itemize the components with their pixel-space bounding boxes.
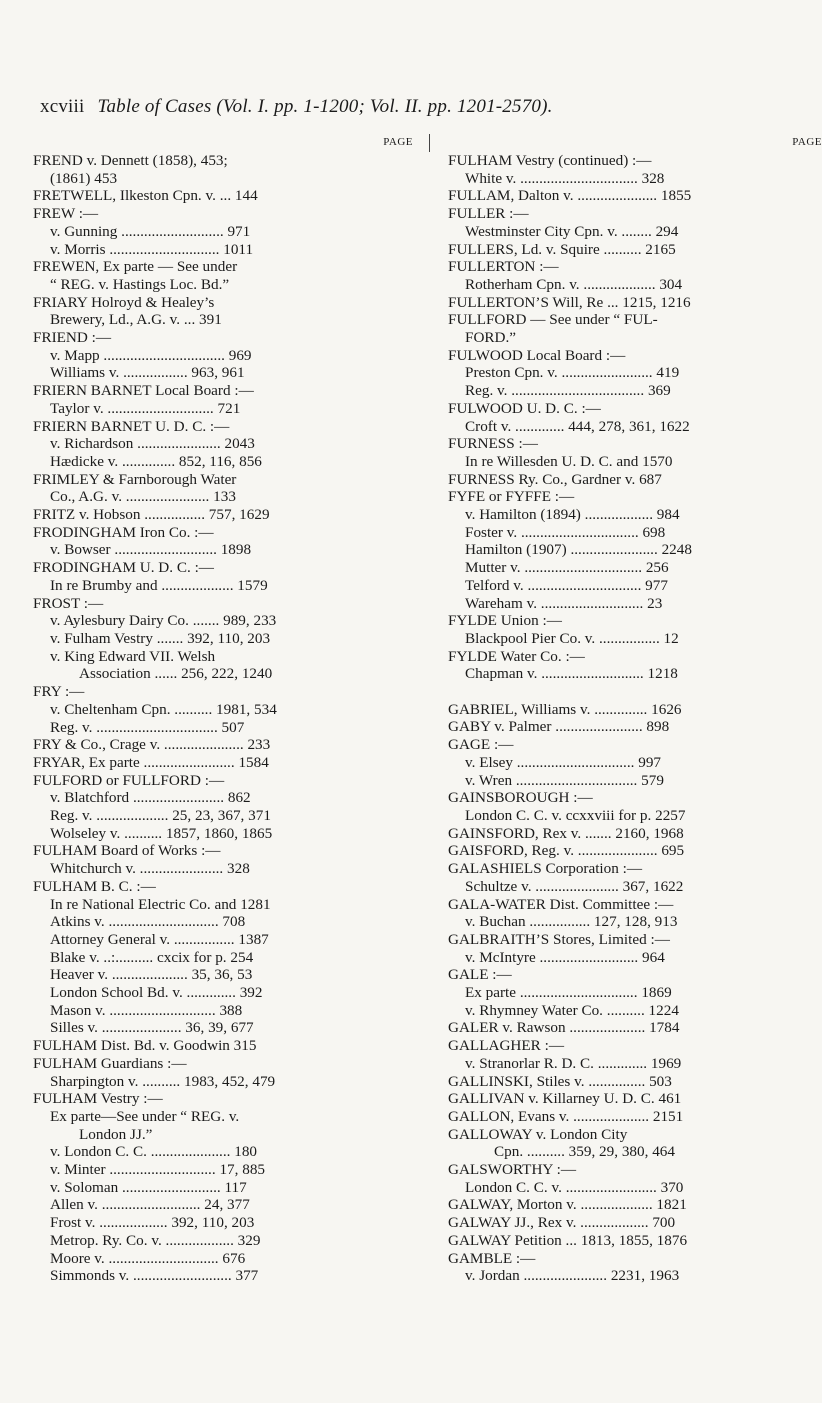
- case-entry: FURNESS Ry. Co., Gardner v. 687: [448, 470, 662, 488]
- section-gap: [448, 683, 822, 701]
- case-subentry: Reg. v. ................................... 369: [465, 382, 671, 400]
- case-entry: FULLER :—: [448, 205, 529, 223]
- case-entry: FULLERTON’S Will, Re ... 1215, 1216: [448, 293, 691, 311]
- case-entry: FREWEN, Ex parte — See under: [33, 258, 238, 276]
- case-entry: FULWOOD U. D. C. :—: [448, 399, 601, 417]
- case-entry: FRYAR, Ex parte ........................ 1584: [33, 753, 269, 771]
- case-subentry: Mutter v. ............................... 256: [465, 559, 669, 577]
- case-entry: GAGE :—: [448, 736, 514, 754]
- case-subentry: Co., A.G. v. ...................... 133: [50, 488, 236, 506]
- case-entry: GAINSBOROUGH :—: [448, 789, 593, 807]
- case-subentry: v. Cheltenham Cpn. .......... 1981, 534: [50, 700, 277, 718]
- case-subentry: v. Jordan ...................... 2231, 1963: [465, 1267, 680, 1285]
- case-subentry: FORD.”: [465, 329, 517, 347]
- case-entry: GAINSFORD, Rex v. ....... 2160, 1968: [448, 824, 684, 842]
- case-entry: GABRIEL, Williams v. .............. 1626: [448, 700, 682, 718]
- case-entry: FROST :—: [33, 594, 104, 612]
- case-entry: FRIERN BARNET Local Board :—: [33, 382, 254, 400]
- case-subentry: Attorney General v. ................ 1387: [50, 930, 269, 948]
- case-subentry: v. Buchan ................ 127, 128, 913: [465, 913, 678, 931]
- page-column-label: PAGE: [792, 136, 822, 148]
- case-subentry: v. Morris ............................. 1011: [50, 240, 254, 258]
- case-entry: GALWAY Petition ... 1813, 1855, 1876: [448, 1231, 688, 1249]
- case-entry: FULHAM Dist. Bd. v. Goodwin 315: [33, 1037, 257, 1055]
- case-list: [448, 152, 822, 1285]
- page-column-label: PAGE: [383, 136, 413, 148]
- case-entry: FULLERS, Ld. v. Squire .......... 2165: [448, 240, 676, 258]
- case-entry: FULHAM Vestry :—: [33, 1090, 163, 1108]
- case-entry: GALBRAITH’S Stores, Limited :—: [448, 930, 670, 948]
- case-subentry: “ REG. v. Hastings Loc. Bd.”: [50, 275, 230, 293]
- case-subentry: London JJ.”: [79, 1125, 153, 1143]
- column-divider: [429, 134, 430, 152]
- case-subentry: v. Hamilton (1894) .................. 984: [465, 506, 680, 524]
- case-subentry: v. Richardson ...................... 2043: [50, 435, 255, 453]
- case-entry: FRODINGHAM Iron Co. :—: [33, 523, 214, 541]
- right-column: [448, 136, 822, 1285]
- case-entry: FULLFORD — See under “ FUL-: [448, 311, 658, 329]
- case-subentry: Frost v. .................. 392, 110, 203: [50, 1214, 255, 1232]
- case-subentry: v. Minter ............................ 17, 885: [50, 1161, 266, 1179]
- case-entry: FRIEND :—: [33, 329, 112, 347]
- case-subentry: Hædicke v. .............. 852, 116, 856: [50, 452, 262, 470]
- case-subentry: Mason v. ............................ 388: [50, 1001, 243, 1019]
- case-subentry: Cpn. .......... 359, 29, 380, 464: [494, 1143, 675, 1161]
- case-subentry: Ex parte ............................... 1869: [465, 984, 672, 1002]
- case-entry: GALWAY JJ., Rex v. .................. 700: [448, 1214, 676, 1232]
- case-subentry: Reg. v. ................... 25, 23, 367, 371: [50, 807, 271, 825]
- case-subentry: Hamilton (1907) ....................... 2248: [465, 541, 692, 559]
- left-column: [33, 136, 413, 1285]
- case-subentry: v. London C. C. ..................... 180: [50, 1143, 258, 1161]
- case-entry: FULHAM Vestry (continued) :—: [448, 152, 652, 169]
- case-entry: GALLON, Evans v. .................... 2151: [448, 1107, 684, 1125]
- case-subentry: Blake v. ..:.......... cxcix for p. 254: [50, 948, 254, 966]
- case-subentry: Preston Cpn. v. ........................ 419: [465, 364, 680, 382]
- case-entry: GALSWORTHY :—: [448, 1161, 577, 1179]
- case-list: [33, 152, 413, 1285]
- case-entry: FRY :—: [33, 683, 85, 701]
- case-entry: GALLIVAN v. Killarney U. D. C. 461: [448, 1090, 682, 1108]
- case-subentry: In re Brumby and ................... 1579: [50, 576, 268, 594]
- case-subentry: v. Blatchford ........................ 862: [50, 789, 251, 807]
- case-subentry: Telford v. .............................. 977: [465, 576, 668, 594]
- case-entry: GAISFORD, Reg. v. ..................... 695: [448, 842, 685, 860]
- case-subentry: v. Elsey ............................... 997: [465, 753, 662, 771]
- case-subentry: Simmonds v. .......................... 377: [50, 1267, 259, 1285]
- case-subentry: v. Stranorlar R. D. C. ............. 1969: [465, 1054, 682, 1072]
- case-subentry: Foster v. ............................... 698: [465, 523, 666, 541]
- case-subentry: In re National Electric Co. and 1281: [50, 895, 271, 913]
- case-entry: GAMBLE :—: [448, 1249, 536, 1267]
- case-subentry: v. Bowser ........................... 1898: [50, 541, 252, 559]
- case-subentry: In re Willesden U. D. C. and 1570: [465, 452, 673, 470]
- case-subentry: Allen v. .......................... 24, 377: [50, 1196, 250, 1214]
- case-entry: FRIMLEY & Farnborough Water: [33, 470, 237, 488]
- case-entry: GALE :—: [448, 966, 512, 984]
- case-entry: GALLINSKI, Stiles v. ............... 503: [448, 1072, 672, 1090]
- case-entry: GALA-WATER Dist. Committee :—: [448, 895, 674, 913]
- case-entry: FULHAM Board of Works :—: [33, 842, 221, 860]
- case-subentry: v. King Edward VII. Welsh: [50, 647, 216, 665]
- case-entry: FRY & Co., Crage v. ..................... 233: [33, 736, 271, 754]
- case-subentry: Reg. v. ................................ 507: [50, 718, 245, 736]
- case-entry: FYLDE Water Co. :—: [448, 647, 585, 665]
- case-entry: FULFORD or FULLFORD :—: [33, 771, 225, 789]
- case-subentry: v. Soloman .......................... 117: [50, 1178, 247, 1196]
- case-subentry: v. Rhymney Water Co. .......... 1224: [465, 1001, 679, 1019]
- case-entry: GALASHIELS Corporation :—: [448, 860, 643, 878]
- case-entry: FULLERTON :—: [448, 258, 559, 276]
- case-entry: GALLAGHER :—: [448, 1037, 565, 1055]
- case-entry: FURNESS :—: [448, 435, 538, 453]
- case-subentry: v. McIntyre .......................... 964: [465, 948, 665, 966]
- case-entry: FULWOOD Local Board :—: [448, 346, 626, 364]
- case-subentry: London C. C. v. ........................ 370: [465, 1178, 684, 1196]
- case-entry: FREND v. Dennett (1858), 453;: [33, 152, 228, 169]
- case-subentry: (1861) 453: [50, 169, 118, 187]
- case-subentry: Williams v. ................. 963, 961: [50, 364, 245, 382]
- case-entry: FRETWELL, Ilkeston Cpn. v. ... 144: [33, 187, 258, 205]
- case-entry: FRIARY Holroyd & Healey’s: [33, 293, 215, 311]
- case-entry: FRIERN BARNET U. D. C. :—: [33, 417, 230, 435]
- case-entry: FREW :—: [33, 205, 99, 223]
- case-subentry: Silles v. ..................... 36, 39, 677: [50, 1019, 254, 1037]
- case-subentry: Association ...... 256, 222, 1240: [79, 665, 273, 683]
- case-entry: GALWAY, Morton v. ................... 1821: [448, 1196, 687, 1214]
- case-subentry: Schultze v. ...................... 367, 1622: [465, 877, 684, 895]
- case-subentry: v. Fulham Vestry ....... 392, 110, 203: [50, 629, 271, 647]
- case-subentry: Ex parte—See under “ REG. v.: [50, 1107, 240, 1125]
- case-subentry: Brewery, Ld., A.G. v. ... 391: [50, 311, 222, 329]
- case-subentry: Rotherham Cpn. v. ................... 304: [465, 275, 683, 293]
- case-subentry: Metrop. Ry. Co. v. .................. 329: [50, 1231, 261, 1249]
- case-entry: FRITZ v. Hobson ................ 757, 1629: [33, 506, 270, 524]
- case-subentry: v. Aylesbury Dairy Co. ....... 989, 233: [50, 612, 277, 630]
- case-subentry: Westminster City Cpn. v. ........ 294: [465, 222, 679, 240]
- case-subentry: Taylor v. ............................ 721: [50, 399, 241, 417]
- case-entry: FYFE or FYFFE :—: [448, 488, 575, 506]
- case-subentry: London C. C. v. ccxxviii for p. 2257: [465, 807, 686, 824]
- case-subentry: v. Wren ................................ 579: [465, 771, 664, 789]
- page-number: xcviii: [40, 96, 85, 117]
- case-entry: FYLDE Union :—: [448, 612, 562, 630]
- case-subentry: White v. ............................... 328: [465, 169, 665, 187]
- case-subentry: v. Mapp ................................ 969: [50, 346, 252, 364]
- case-subentry: Heaver v. .................... 35, 36, 53: [50, 966, 253, 984]
- case-subentry: Whitchurch v. ...................... 328: [50, 860, 250, 878]
- case-subentry: v. Gunning ........................... 971: [50, 222, 251, 240]
- case-entry: FULHAM Guardians :—: [33, 1054, 187, 1072]
- case-subentry: London School Bd. v. ............. 392: [50, 984, 263, 1002]
- case-entry: FRODINGHAM U. D. C. :—: [33, 559, 214, 577]
- case-entry: FULHAM B. C. :—: [33, 877, 156, 895]
- running-header: [40, 96, 780, 118]
- case-subentry: Croft v. ............. 444, 278, 361, 1622: [465, 417, 690, 435]
- page-title: Table of Cases (Vol. I. pp. 1-1200; Vol. II. pp. 1201-2570).: [97, 96, 553, 117]
- case-subentry: Sharpington v. .......... 1983, 452, 479: [50, 1072, 276, 1090]
- case-subentry: Blackpool Pier Co. v. ................ 12: [465, 629, 679, 647]
- case-subentry: Wolseley v. .......... 1857, 1860, 1865: [50, 824, 273, 842]
- case-subentry: Moore v. ............................. 676: [50, 1249, 246, 1267]
- case-subentry: Wareham v. ........................... 23: [465, 594, 663, 612]
- case-entry: GALER v. Rawson .................... 1784: [448, 1019, 680, 1037]
- case-subentry: Chapman v. ........................... 1218: [465, 665, 678, 683]
- case-entry: GABY v. Palmer ....................... 898: [448, 718, 670, 736]
- case-subentry: Atkins v. ............................. 708: [50, 913, 246, 931]
- case-entry: FULLAM, Dalton v. ..................... 1855: [448, 187, 692, 205]
- case-entry: GALLOWAY v. London City: [448, 1125, 628, 1143]
